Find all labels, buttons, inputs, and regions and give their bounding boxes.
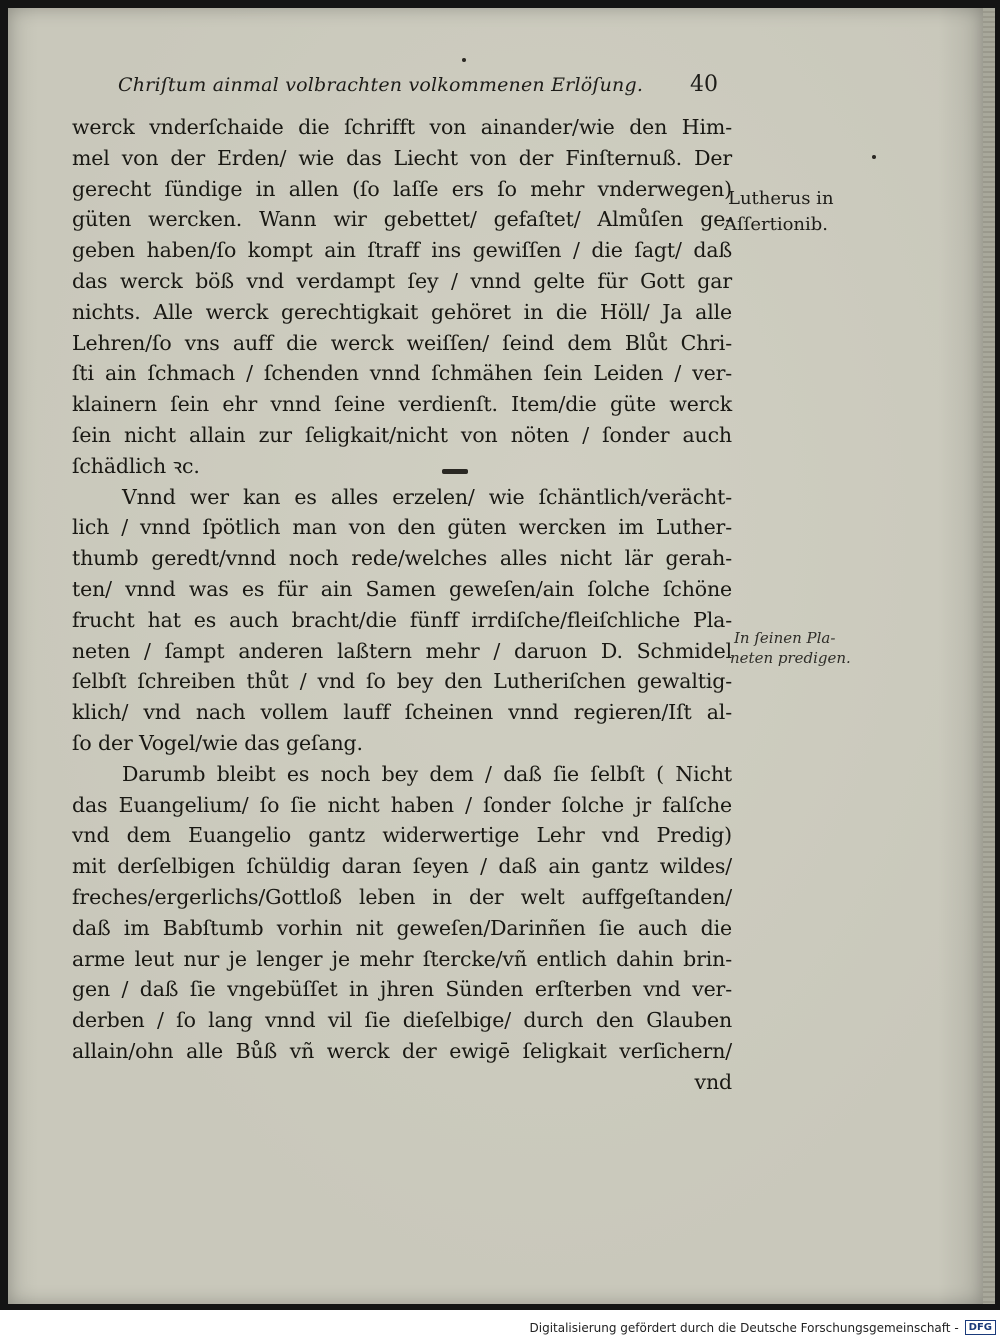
text-line: ſein nicht allain zur ſeligkait/nicht von nöten / ſonder auch bbox=[72, 422, 732, 447]
text-line: ſti ain ſchmach / ſchenden vnnd ſchmähen ſein Leiden / ver‑ bbox=[72, 361, 732, 386]
text-line: gen / daß ſie vngebüſſet in jhren Sünden erſterben vnd ver‑ bbox=[72, 977, 732, 1002]
print-mark-margin bbox=[872, 155, 876, 159]
running-head: Chriſtum ainmal volbrachten volkommenen Erlöſung. bbox=[118, 74, 644, 96]
footer-credit-text: Digitalisierung gefördert durch die Deutsche Forschungsgemeinschaft - bbox=[529, 1320, 959, 1335]
text-line: neten / ſampt anderen laßtern mehr / daruon D. Schmidel bbox=[72, 638, 732, 663]
page-edge bbox=[983, 8, 995, 1304]
main-text-block bbox=[72, 112, 732, 1098]
text-line: mel von der Erden/ wie das Liecht von der Finſternuß. Der bbox=[72, 145, 732, 170]
text-line: das werck böß vnd verdampt ſey / vnnd gelte für Gott gar bbox=[72, 268, 732, 293]
text-line: Lehren/ſo vns auff die werck weiſſen/ ſeind dem Blůt Chri‑ bbox=[72, 330, 732, 355]
text-line: ſchädlich ꝛc. bbox=[72, 453, 200, 478]
text-line: allain/ohn alle Bůß vñ werck der ewigē ſeligkait verſichern/ bbox=[72, 1038, 732, 1063]
text-line: arme leut nur je lenger je mehr ſtercke/vñ entlich dahin brin‑ bbox=[72, 946, 732, 971]
text-line: Vnnd wer kan es alles erzelen/ wie ſchäntlich/verächt‑ bbox=[122, 484, 732, 509]
text-line: mit derſelbigen ſchüldig daran ſeyen / daß ain gantz wildes/ bbox=[72, 854, 732, 879]
marginal-note-lutherus bbox=[724, 186, 834, 238]
text-line: ten/ vnnd was es für ain Samen geweſen/ain ſolche ſchöne bbox=[72, 576, 732, 601]
text-line: klich/ vnd nach vollem lauff ſcheinen vnnd regieren/Iſt al‑ bbox=[72, 700, 732, 725]
text-line: klainern ſein ehr vnnd ſeine verdienſt. Item/die güte werck bbox=[72, 392, 732, 417]
marginal-note-line: neten predigen. bbox=[730, 649, 851, 667]
text-line: vnd dem Euangelio gantz widerwertige Lehr vnd Predig) bbox=[72, 823, 732, 848]
print-mark-top bbox=[462, 58, 466, 62]
text-line: geben haben/ſo kompt ain ſtraff ins gewiſſen / die ſagt/ daß bbox=[72, 238, 732, 263]
text-line: daß im Babſtumb vorhin nit geweſen/Darinñen ſie auch die bbox=[72, 915, 732, 940]
dfg-logo-icon: DFG bbox=[965, 1320, 996, 1335]
text-line: derben / ſo lang vnnd vil ſie dieſelbige/ durch den Glauben bbox=[72, 1008, 732, 1033]
text-line: frucht hat es auch bracht/die fünff irrdiſche/fleiſchliche Pla‑ bbox=[72, 607, 732, 632]
marginal-note-line: In ſeinen Pla‑ bbox=[734, 629, 836, 647]
text-line: ſelbſt ſchreiben thůt / vnd ſo bey den Lutheriſchen gewaltig‑ bbox=[72, 669, 732, 694]
text-line: werck vnderſchaide die ſchrifft von ainander/wie den Him‑ bbox=[72, 115, 732, 139]
text-line: Darumb bleibt es noch bey dem / daß ſie ſelbſt ( Nicht bbox=[122, 761, 732, 786]
text-line: lich / vnnd ſpötlich man von den güten wercken im Luther‑ bbox=[72, 515, 732, 540]
marginal-note-line: Lutherus in bbox=[728, 188, 834, 209]
text-line: ſo der Vogel/wie das geſang. bbox=[72, 730, 363, 755]
section-ornament bbox=[442, 469, 468, 474]
page-number: 40 bbox=[690, 72, 718, 97]
text-line: gerecht ſündige in allen (ſo laſſe ers ſo mehr vnderwegen) bbox=[72, 176, 732, 201]
text-line: das Euangelium/ ſo ſie nicht haben / ſonder ſolche jr falſche bbox=[72, 792, 732, 817]
marginal-note-line: Aſſertionib. bbox=[724, 214, 829, 235]
text-line: thumb geredt/vnnd noch rede/welches alles nicht lär gerah‑ bbox=[72, 546, 732, 571]
marginal-note-planeten bbox=[730, 628, 851, 668]
text-line: freches/ergerlichs/Gottloß leben in der welt auffgeſtanden/ bbox=[72, 884, 732, 909]
text-line: nichts. Alle werck gerechtigkait gehöret in die Höll/ Ja alle bbox=[72, 299, 732, 324]
digitization-footer bbox=[530, 1320, 997, 1335]
catchword: vnd bbox=[694, 1069, 732, 1094]
text-line: güten wercken. Wann wir gebettet/ gefaſtet/ Almůſen ge‑ bbox=[72, 207, 732, 232]
